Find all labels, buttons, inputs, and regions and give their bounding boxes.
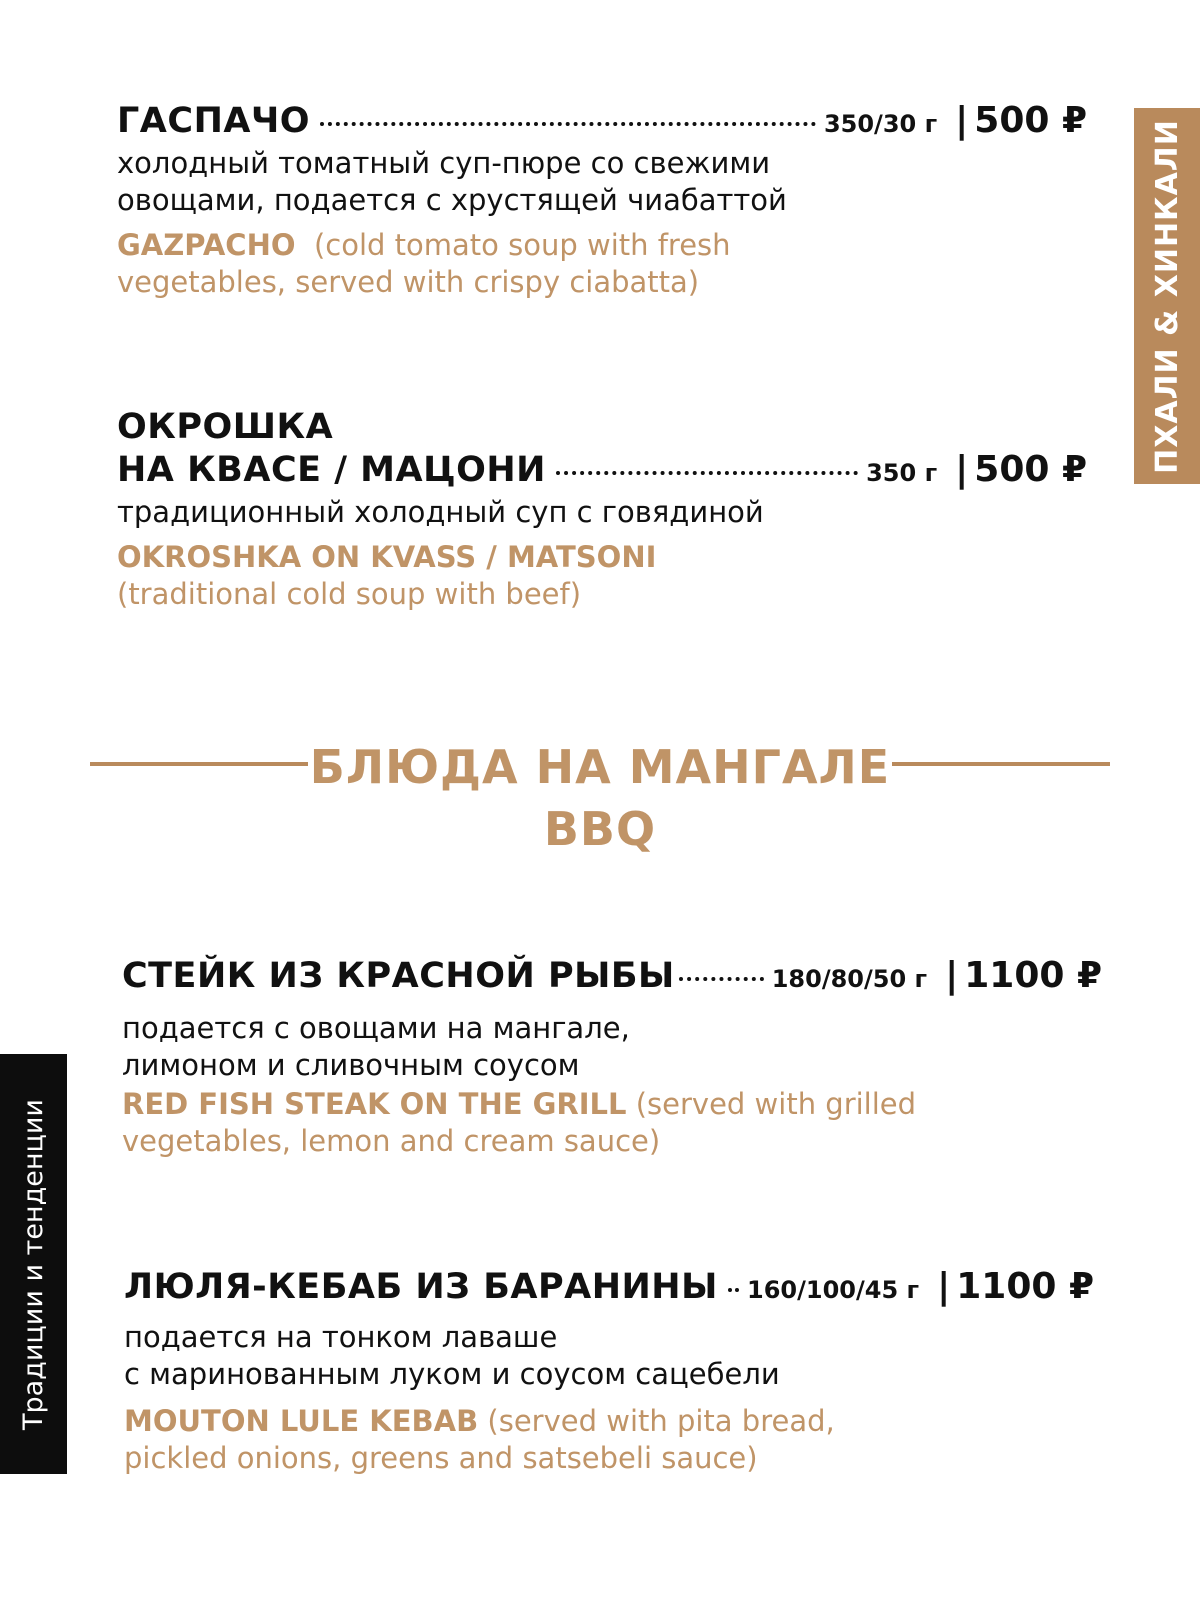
price-separator: |: [945, 955, 959, 996]
dish-description-line: овощами, подается с хрустящей чиабаттой: [117, 183, 787, 217]
dish-english-line: (served with pita bread,: [487, 1404, 835, 1438]
menu-item-title-row: [124, 1266, 1094, 1307]
dot-leader: [728, 1288, 739, 1292]
dish-description: [122, 1010, 1102, 1084]
dish-description-line: лимоном и сливочным соусом: [122, 1048, 580, 1082]
price-separator: |: [955, 100, 969, 141]
dish-price: 500 ₽: [974, 449, 1087, 490]
dish-english-line: (traditional cold soup with beef): [117, 577, 582, 611]
dish-price: 500 ₽: [974, 100, 1087, 141]
section-title-ru: БЛЮДА НА МАНГАЛЕ: [309, 740, 891, 794]
menu-item-red-fish-steak: [122, 955, 1102, 1160]
section-title-en: BBQ: [543, 802, 657, 856]
menu-item-title-row: [122, 955, 1102, 996]
dish-description-line: подается с овощами на мангале,: [122, 1011, 630, 1045]
dish-description-line: традиционный холодный суп с говядиной: [117, 495, 764, 529]
dish-english-name: OKROSHKA ON KVASS / MATSONI: [117, 540, 657, 574]
dish-price: 1100 ₽: [964, 955, 1102, 996]
dish-english: [122, 1086, 1102, 1160]
dish-name: ЛЮЛЯ-КЕБАБ ИЗ БАРАНИНЫ: [124, 1267, 718, 1307]
dish-weight: 160/100/45 г: [747, 1276, 920, 1304]
dish-name: ГАСПАЧО: [117, 101, 310, 141]
dish-description-line: подается на тонком лаваше: [124, 1320, 558, 1354]
menu-item-okroshka: [117, 405, 1087, 613]
dish-english-name: GAZPACHO: [117, 228, 296, 262]
dot-leader: [556, 471, 858, 475]
dish-english-name: RED FISH STEAK ON THE GRILL: [122, 1087, 627, 1121]
dish-name: СТЕЙК ИЗ КРАСНОЙ РЫБЫ: [122, 956, 675, 996]
dish-english: [117, 227, 1087, 301]
dish-english-line: vegetables, lemon and cream sauce): [122, 1124, 661, 1158]
dot-leader: [679, 977, 764, 981]
side-tab-brand-label: Традиции и тенденции: [18, 1098, 50, 1430]
side-tab-brand: [0, 1054, 67, 1474]
menu-item-title-row: [117, 100, 1087, 141]
dish-english-line: (cold tomato soup with fresh: [313, 228, 731, 262]
dish-description: [124, 1319, 1094, 1393]
dish-description-line: с маринованным луком и соусом сацебели: [124, 1357, 780, 1391]
dish-description-line: холодный томатный суп-пюре со свежими: [117, 146, 771, 180]
menu-item-title-row: [117, 449, 1087, 490]
side-tab-category-label: ПХАЛИ & ХИНКАЛИ: [1149, 118, 1185, 474]
dish-weight: 180/80/50 г: [771, 965, 928, 993]
dish-description: [117, 145, 1087, 219]
dish-english-line: vegetables, served with crispy ciabatta): [117, 265, 700, 299]
dish-weight: 350/30 г: [823, 110, 938, 138]
dish-english-name: MOUTON LULE KEBAB: [124, 1404, 479, 1438]
menu-item-gazpacho: [117, 100, 1087, 301]
dish-english-line: (served with grilled: [635, 1087, 917, 1121]
section-divider-left: [90, 762, 308, 766]
dish-english: [117, 539, 1087, 613]
section-heading-bbq: [90, 736, 1110, 860]
price-separator: |: [955, 449, 969, 490]
dish-price: 1100 ₽: [956, 1266, 1094, 1307]
dish-name: НА КВАСЕ / МАЦОНИ: [117, 450, 546, 490]
dish-english: [124, 1403, 1094, 1477]
dot-leader: [320, 122, 816, 126]
dish-english-line: pickled onions, greens and satsebeli sauce): [124, 1441, 758, 1475]
side-tab-category[interactable]: [1134, 108, 1200, 484]
dish-description: [117, 494, 1087, 531]
section-divider-right: [892, 762, 1110, 766]
price-separator: |: [937, 1266, 951, 1307]
dish-name-line1: ОКРОШКА: [117, 407, 334, 447]
dish-weight: 350 г: [866, 459, 938, 487]
menu-item-lule-kebab: [124, 1266, 1094, 1477]
